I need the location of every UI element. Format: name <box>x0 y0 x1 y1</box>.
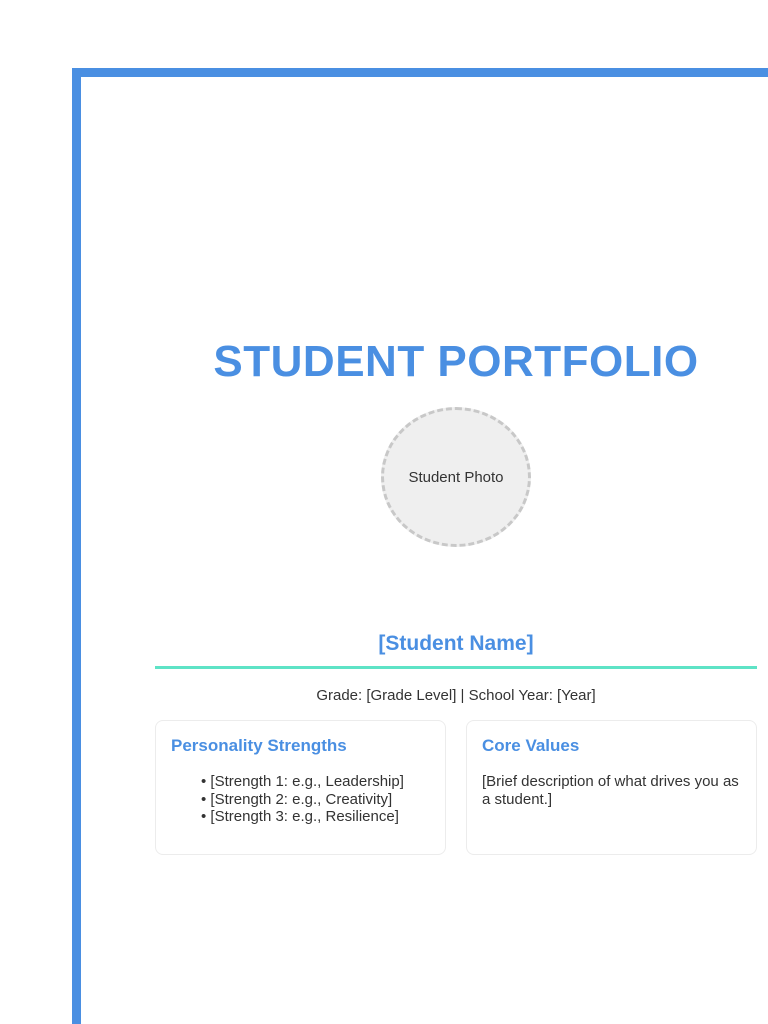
personality-strengths-card <box>155 720 446 855</box>
strength-item: • [Strength 2: e.g., Creativity] <box>201 791 430 809</box>
student-name: [Student Name] <box>378 632 534 655</box>
grade-school-year: Grade: [Grade Level] | School Year: [Year] <box>316 687 596 704</box>
strength-item: • [Strength 1: e.g., Leadership] <box>201 773 430 791</box>
name-divider <box>155 666 757 669</box>
page-title: STUDENT PORTFOLIO <box>213 337 699 386</box>
core-values-heading: Core Values <box>482 736 580 755</box>
core-values-card <box>466 720 757 855</box>
personality-strengths-heading: Personality Strengths <box>171 736 347 755</box>
core-values-description: [Brief description of what drives you as a student.] <box>482 773 739 808</box>
strength-item: • [Strength 3: e.g., Resilience] <box>201 808 430 826</box>
student-photo-placeholder <box>381 407 531 547</box>
portfolio-page-frame <box>72 68 768 1024</box>
student-photo-label: Student Photo <box>408 468 504 486</box>
strengths-list <box>171 773 430 826</box>
